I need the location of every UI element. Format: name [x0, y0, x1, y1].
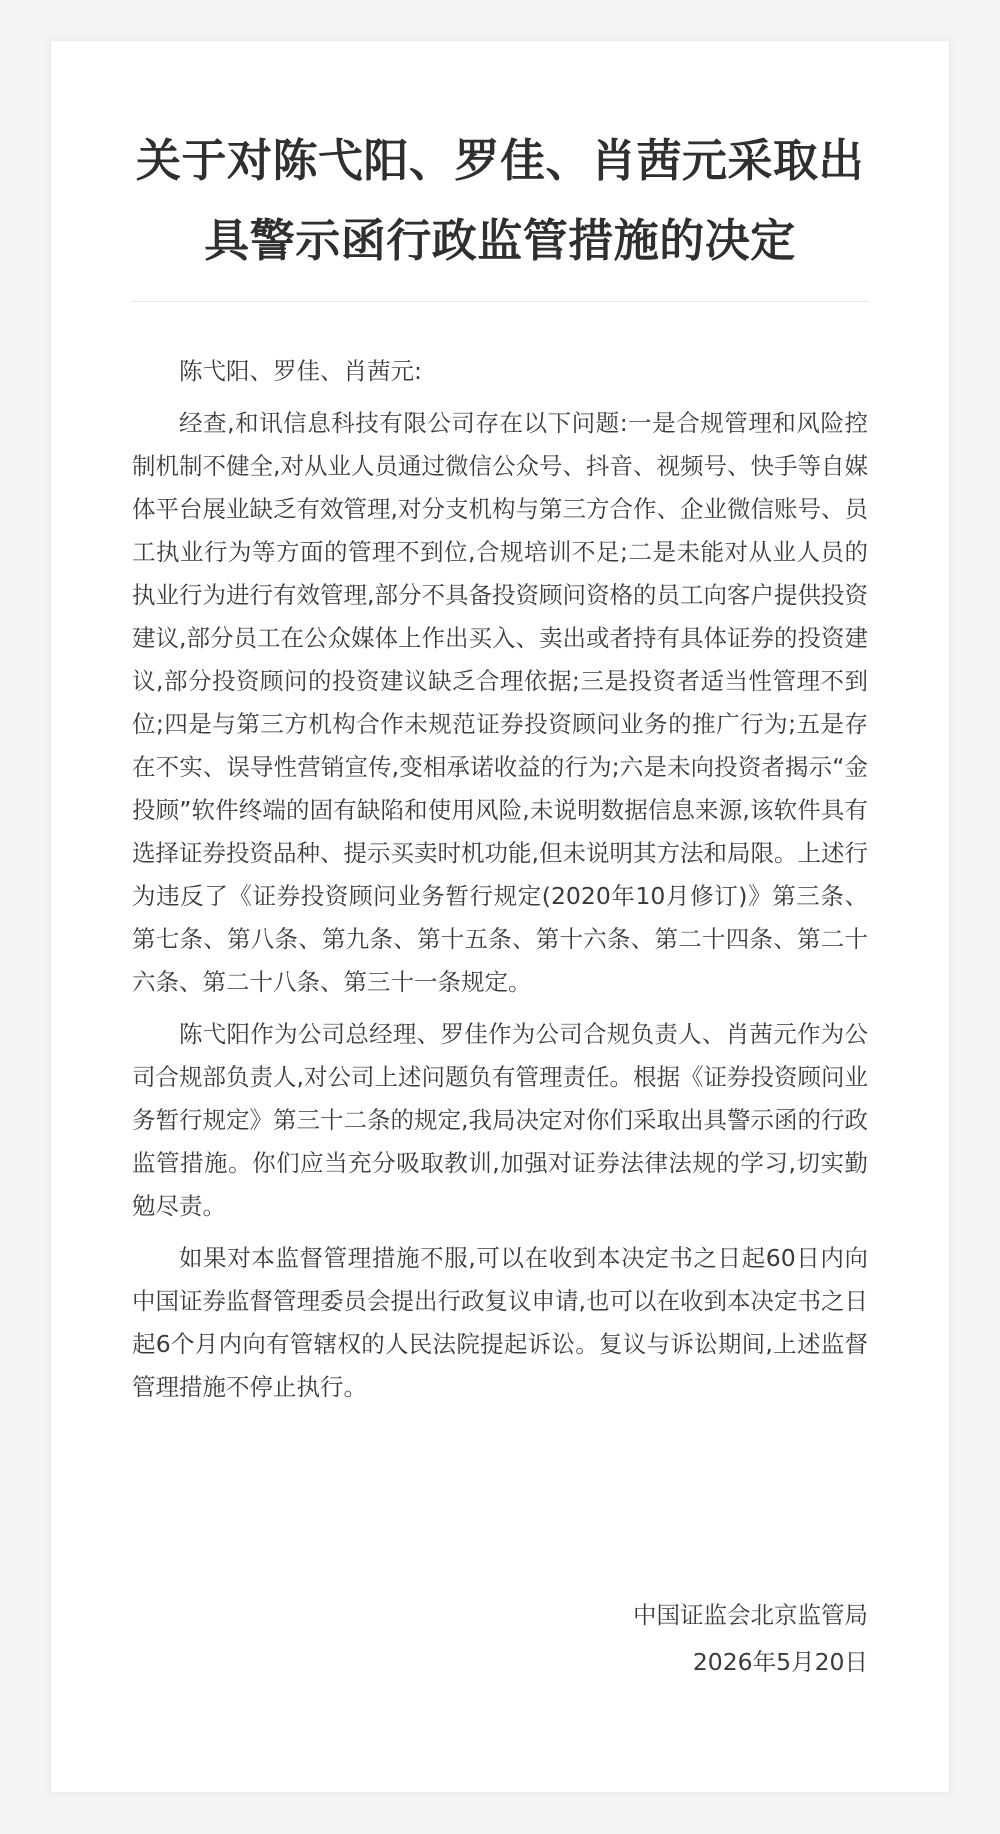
document-page	[51, 41, 949, 1792]
signature-organization: 中国证监会北京监管局	[633, 1601, 868, 1629]
body-paragraph-decision: 陈弋阳作为公司总经理、罗佳作为公司合规负责人、肖茜元作为公司合规部负责人,对公司上述问题负有管理责任。根据《证券投资顾问业务暂行规定》第三十二条的规定,我局决定对你们采取出具警示函的行政监管措施。你们应当充分吸取教训,加强对证券法律法规的学习,切实勤勉尽责。	[132, 1020, 868, 1220]
title-divider	[132, 301, 868, 302]
document-title-line-2: 具警示函行政监管措施的决定	[204, 214, 796, 267]
body-paragraph-findings: 经查,和讯信息科技有限公司存在以下问题:一是合规管理和风险控制机制不健全,对从业人员通过微信公众号、抖音、视频号、快手等自媒体平台展业缺乏有效管理,对分支机构与第三方合作、企业微信账号、员工执业行为等方面的管理不到位,合规培训不足;二是未能对从业人员的执业行为进行有效管理,部分不具备投资顾问资格的员工向客户提供投资建议,部分员工在公众媒体上作出买入、卖出或者持有具体证券的投资建议,部分投资顾问的投资建议缺乏合理依据;三是投资者适当性管理不到位;四是与第三方机构合作未规范证券投资顾问业务的推广行为;五是存在不实、误导性营销宣传,变相承诺收益的行为;六是未向投资者揭示“金投顾”软件终端的固有缺陷和使用风险,未说明数据信息来源,该软件具有选择证券投资品种、提示买卖时机功能,但未说明其方法和局限。上述行为违反了《证券投资顾问业务暂行规定(2020年10月修订)》第三条、第七条、第八条、第九条、第十五条、第十六条、第二十四条、第二十六条、第二十八条、第三十一条规定。	[132, 409, 868, 996]
signature-date: 2026年5月20日	[692, 1648, 868, 1676]
document-body	[132, 350, 868, 1409]
document-title-line-1: 关于对陈弋阳、罗佳、肖茜元采取出	[135, 134, 864, 187]
body-paragraph-appeal: 如果对本监督管理措施不服,可以在收到本决定书之日起60日内向中国证券监督管理委员会提出行政复议申请,也可以在收到本决定书之日起6个月内向有管辖权的人民法院提起诉讼。复议与诉讼期间,上述监督管理措施不停止执行。	[132, 1244, 868, 1401]
salutation: 陈弋阳、罗佳、肖茜元:	[179, 357, 422, 385]
document-title	[132, 121, 868, 281]
